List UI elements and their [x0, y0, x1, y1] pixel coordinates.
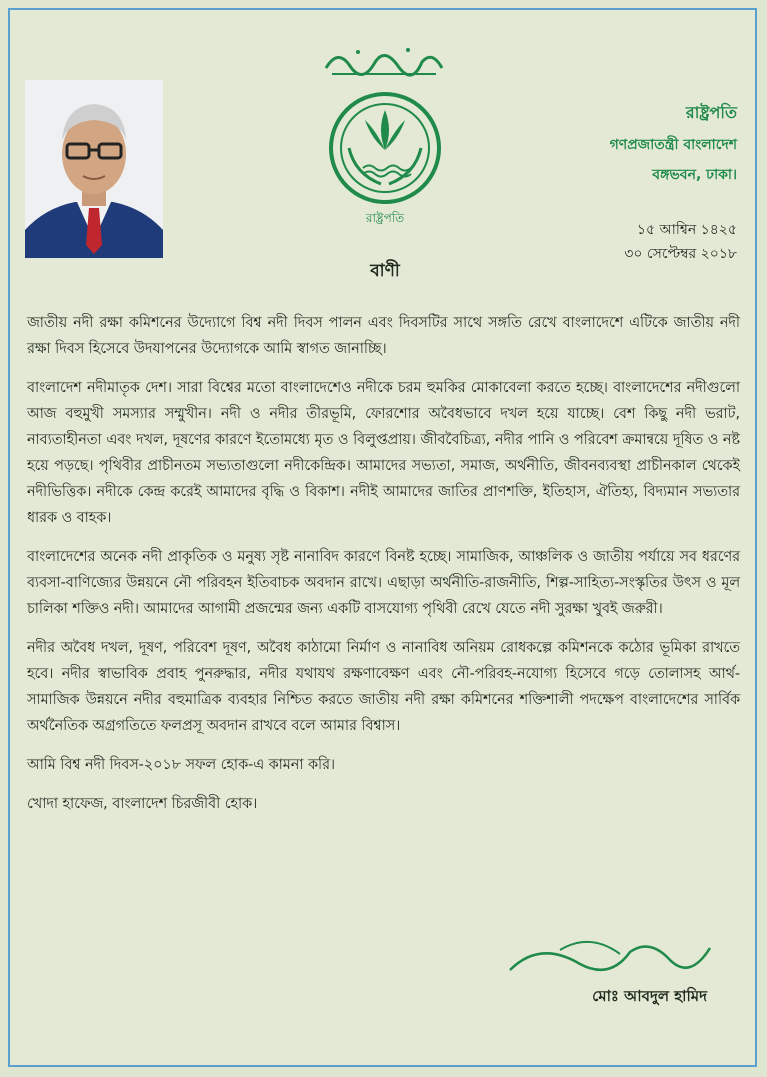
office-location: বঙ্গভবন, ঢাকা। [652, 167, 737, 183]
paragraph: বাংলাদেশের অনেক নদী প্রাকৃতিক ও মনুষ্য সৃষ্ট নানাবিদ কারণে বিনষ্ট হচ্ছে। সামাজিক, আঞ্চলিক ও জাতীয় পর্যায়ে সব ধরণের ব্যবসা-বাণিজ্যের উন্নয়নে নৌ পরিবহন ইতিবাচক অবদান রাখে। এছাড়া অর্থনীতি-রাজনীতি, শিল্প-সাহিত্য-সংস্কৃতির উৎস ও মূল চালিকা শক্তিও নদী। আমাদের আগামী প্রজন্মের জন্য একটি বাসযোগ্য পৃথিবী রেখে যেতে নদী সুরক্ষা খুবই জরুরী। [27, 549, 740, 617]
signer-name: মোঃ আবদুল হামিদ [592, 987, 707, 1005]
paragraph: বাংলাদেশ নদীমাতৃক দেশ। সারা বিশ্বের মতো বাংলাদেশেও নদীকে চরম হুমকির মোকাবেলা করতে হচ্ছে। বাংলাদেশের নদীগুলো আজ বহুমুখী সমস্যার সম্মুখীন। নদী ও নদীর তীরভূমি, ফোরশোর অবৈধভাবে দখল হয়ে যাচ্ছে। বেশ কিছু নদী ভরাট, নাব্যতাহীনতা এবং দখল, দূষণের কারণে ইতোমধ্যে মৃত ও বিলুপ্তপ্রায়। জীববৈচিত্র্য, নদীর পানি ও পরিবেশ ক্রমান্বয়ে দূষিত ও নষ্ট হয়ে পড়ছে। পৃথিবীর প্রাচীনতম সভ্যতাগুলো নদীকেন্দ্রিক। আমাদের সভ্যতা, সমাজ, অর্থনীতি, জীবনব্যবস্থা প্রাচীনকাল থেকেই নদীভিত্তিক। নদীকে কেন্দ্র করেই আমাদের বৃদ্ধি ও বিকাশ। নদীই আমাদের জাতির প্রাণশক্তি, ইতিহাস, ঐতিহ্য, বিদ্যমান সভ্যতার ধারক ও বাহক। [27, 380, 740, 526]
emblem-label: রাষ্ট্রপতি [365, 211, 405, 225]
bismillah-calligraphy [318, 38, 448, 82]
date-bangla: ১৫ আশ্বিন ১৪২৫ [636, 222, 737, 238]
date-block [517, 218, 737, 266]
message-body [27, 310, 740, 830]
handwritten-signature [500, 930, 720, 990]
office-title: রাষ্ট্রপতি [685, 103, 737, 122]
message-title: বাণী [370, 261, 400, 281]
presidential-emblem [325, 90, 445, 230]
office-block [517, 100, 737, 187]
paragraph: আমি বিশ্ব নদী দিবস-২০১৮ সফল হোক-এ কামনা করি। [27, 757, 336, 773]
paragraph: নদীর অবৈধ দখল, দূষণ, পরিবেশ দূষণ, অবৈধ কাঠামো নির্মাণ ও নানাবিধ অনিয়ম রোধকল্পে কমিশনকে কঠোর ভূমিকা রাখতে হবে। নদীর স্বাভাবিক প্রবাহ পুনরুদ্ধার, নদীর যথাযথ রক্ষণাবেক্ষণ এবং নৌ-পরিবহ-নযোগ্য হিসেবে গড়ে তোলাসহ আর্থ-সামাজিক উন্নয়নে নদীর বহুমাত্রিক ব্যবহার নিশ্চিত করতে জাতীয় নদী রক্ষা কমিশনের শক্তিশালী পদক্ষেপ বাংলাদেশের সার্বিক অর্থনৈতিক অগ্রগতিতে ফলপ্রসূ অবদান রাখবে বলে আমার বিশ্বাস। [27, 640, 740, 734]
date-gregorian: ৩০ সেপ্টেম্বর ২০১৮ [624, 246, 737, 262]
paragraph: জাতীয় নদী রক্ষা কমিশনের উদ্যোগে বিশ্ব নদী দিবস পালন এবং দিবসটির সাথে সঙ্গতি রেখে বাংলাদেশে এটিকে জাতীয় নদী রক্ষা দিবস হিসেবে উদযাপনের উদ্যোগকে আমি স্বাগত জানাচ্ছি। [27, 315, 740, 357]
paragraph: খোদা হাফেজ, বাংলাদেশ চিরজীবী হোক। [27, 796, 258, 812]
president-photo [25, 80, 163, 258]
office-country: গণপ্রজাতন্ত্রী বাংলাদেশ [609, 137, 737, 153]
